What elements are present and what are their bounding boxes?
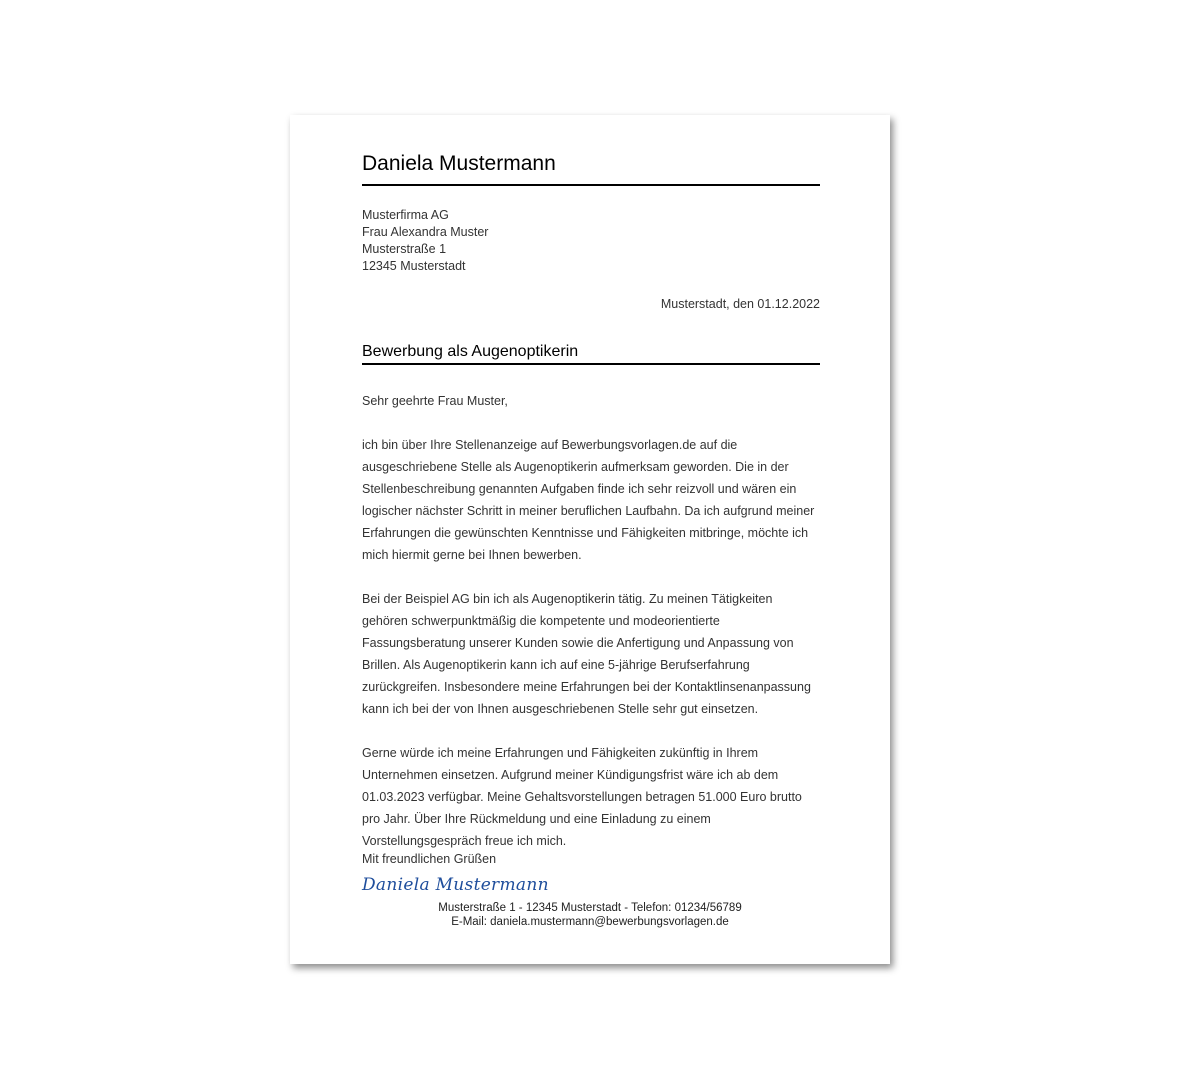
recipient-city: 12345 Musterstadt xyxy=(362,259,466,273)
footer-contact xyxy=(290,901,890,929)
header-divider xyxy=(362,184,820,186)
handwritten-signature: Daniela Mustermann xyxy=(362,875,549,895)
body-paragraph: Bei der Beispiel AG bin ich als Augenoptikerin tätig. Zu meinen Tätigkeiten gehören schwerpunktmäßig die kompetente und modeorientierte Fassungsberatung unserer Kunden sowie die Anfertigung und Anpassung von Brillen. Als Augenoptikerin kann ich auf eine 5-jährige Berufserfahrung zurückgreifen. Insbesondere meine Erfahrungen bei der Kontaktlinsenanpassung kann ich bei der von Ihnen ausgeschriebenen Stelle sehr gut einsetzen. xyxy=(362,592,811,716)
footer-email-line: E-Mail: daniela.mustermann@bewerbungsvorlagen.de xyxy=(451,916,729,928)
salutation: Sehr geehrte Frau Muster, xyxy=(362,394,508,408)
letter-body xyxy=(362,390,820,874)
recipient-street: Musterstraße 1 xyxy=(362,242,447,256)
recipient-address xyxy=(362,207,488,275)
date-line: Musterstadt, den 01.12.2022 xyxy=(660,297,820,311)
footer-address-line: Musterstraße 1 - 12345 Musterstadt - Telefon: 01234/56789 xyxy=(438,902,742,914)
letter-page xyxy=(290,115,890,964)
sender-name-heading: Daniela Mustermann xyxy=(362,152,556,175)
body-paragraph: ich bin über Ihre Stellenanzeige auf Bewerbungsvorlagen.de auf die ausgeschriebene Stelle als Augenoptikerin aufmerksam geworden. Die in der Stellenbeschreibung genannten Aufgaben finde ich sehr reizvoll und wären ein logischer nächster Schritt in meiner beruflichen Laufbahn. Da ich aufgrund meiner Erfahrungen die gewünschten Kenntnisse und Fähigkeiten mitbringe, möchte ich mich hiermit gerne bei Ihnen bewerben. xyxy=(362,438,815,562)
body-paragraph: Gerne würde ich meine Erfahrungen und Fähigkeiten zukünftig in Ihrem Unternehmen einsetzen. Aufgrund meiner Kündigungsfrist wäre ich ab dem 01.03.2023 verfügbar. Meine Gehaltsvorstellungen betragen 51.000 Euro brutto pro Jahr. Über Ihre Rückmeldung und eine Einladung zu einem Vorstellungsgespräch freue ich mich. xyxy=(362,746,802,848)
subject-line: Bewerbung als Augenoptikerin xyxy=(362,343,579,360)
closing-phrase: Mit freundlichen Grüßen xyxy=(362,852,497,866)
recipient-company: Musterfirma AG xyxy=(362,208,449,222)
subject-divider xyxy=(362,363,820,365)
recipient-person: Frau Alexandra Muster xyxy=(362,225,489,239)
